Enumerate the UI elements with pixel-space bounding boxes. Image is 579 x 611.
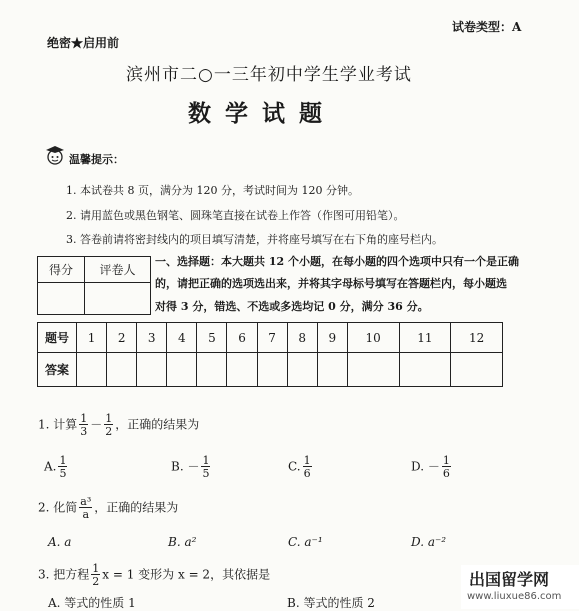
question-number-header: 题号 (38, 323, 77, 353)
q1-c-den: 6 (303, 467, 311, 480)
q1-option-c (288, 455, 314, 479)
grader-cell (85, 283, 151, 315)
q1-minus: － (90, 417, 103, 432)
answer-cell (317, 353, 347, 387)
notice-heading: 温馨提示： (69, 153, 124, 166)
grader-label: 评卷人 (85, 257, 151, 283)
q3-prefix: 3. 把方程 (38, 567, 90, 582)
student-mascot-icon (44, 144, 66, 166)
question-number-cell: 10 (347, 323, 399, 353)
answer-cell (347, 353, 399, 387)
question-number-cell: 2 (107, 323, 137, 353)
q3-option-a: A. 等式的性质 1 (48, 596, 136, 610)
answer-cell (77, 353, 107, 387)
section1-line-3: 对得 3 分，错选、不选或多选均记 0 分，满分 36 分。 (155, 300, 429, 313)
question-number-cell: 6 (227, 323, 257, 353)
q1-f2-den: 2 (105, 425, 113, 438)
notice-item-1: 1. 本试卷共 8 页，满分为 120 分，考试时间为 120 分钟。 (66, 184, 359, 197)
q2-num: a³ (80, 495, 92, 508)
notice-item-2: 2. 请用蓝色或黑色钢笔、圆珠笔直接在试卷上作答（作图可用铅笔）。 (66, 209, 405, 222)
q1-a-den: 5 (59, 467, 67, 480)
q1-c-label: C. (288, 459, 301, 474)
q1-fraction-1 (79, 413, 88, 437)
q1-c-num: 1 (303, 454, 311, 467)
question-number-cell: 9 (317, 323, 347, 353)
answer-cell (399, 353, 451, 387)
q1-option-d (411, 455, 453, 479)
confidential-label: 绝密★启用前 (47, 36, 120, 50)
notice-item-3: 3. 答卷前请将密封线内的项目填写清楚，并将座号填写在右下角的座号栏内。 (66, 233, 443, 246)
paper-type-label: 试卷类型：A (452, 20, 522, 34)
q1-b-num: 1 (202, 454, 210, 467)
q2-suffix: ，正确的结果为 (94, 500, 179, 515)
watermark-title: 出国留学网 (469, 570, 550, 589)
question-number-cell: 4 (167, 323, 197, 353)
answer-header: 答案 (38, 353, 77, 387)
q1-a-label: A. (44, 459, 57, 474)
answer-cell (107, 353, 137, 387)
answer-cell (137, 353, 167, 387)
q3-num: 1 (92, 562, 100, 575)
question-number-cell: 8 (287, 323, 317, 353)
answer-table (37, 322, 503, 387)
answer-cell (227, 353, 257, 387)
q2-option-a: A. a (48, 535, 72, 549)
question-number-cell: 7 (257, 323, 287, 353)
q1-d-den: 6 (442, 467, 450, 480)
subject-title: 数 学 试 题 (188, 100, 326, 127)
q1-d-num: 1 (442, 454, 450, 467)
answer-cell (197, 353, 227, 387)
q2-option-c: C. a⁻¹ (288, 535, 323, 549)
q1-f1-num: 1 (80, 412, 88, 425)
q1-b-den: 5 (202, 467, 210, 480)
q3-mid: x = 1 变形为 x = 2，其依据是 (102, 567, 271, 582)
q1-suffix: ，正确的结果为 (115, 417, 200, 432)
q1-b-label: B. － (171, 459, 200, 474)
question-number-cell: 1 (77, 323, 107, 353)
q1-f1-den: 3 (80, 425, 88, 438)
q1-d-label: D. － (411, 459, 440, 474)
site-watermark (461, 565, 579, 609)
exam-title: 滨州市二○一三年初中学生学业考试 (126, 65, 412, 85)
question-number-cell: 12 (451, 323, 503, 353)
score-box (37, 256, 151, 315)
question-number-cell: 3 (137, 323, 167, 353)
answer-cell (257, 353, 287, 387)
section1-line-1: 一、选择题：本大题共 12 个小题，在每小题的四个选项中只有一个是正确 (155, 255, 519, 268)
section1-line-2: 的，请把正确的选项选出来，并将其字母标号填写在答题栏内，每小题选 (155, 277, 507, 290)
answer-cell (167, 353, 197, 387)
q3-den: 2 (92, 575, 100, 588)
question-number-cell: 11 (399, 323, 451, 353)
q2-den: a (82, 508, 90, 521)
q1-a-num: 1 (59, 454, 67, 467)
watermark-url: www.liuxue86.com (467, 591, 562, 602)
q2-option-d: D. a⁻² (411, 535, 447, 549)
question-2-stem (38, 496, 178, 520)
q1-f2-num: 1 (105, 412, 113, 425)
q3-option-b: B. 等式的性质 2 (287, 596, 375, 610)
score-cell (38, 283, 85, 315)
q2-prefix: 2. 化简 (38, 500, 78, 515)
q2-option-b: B. a² (168, 535, 197, 549)
q1-option-b (171, 455, 212, 479)
question-1-stem (38, 413, 199, 437)
answer-cell (451, 353, 503, 387)
q1-fraction-2 (104, 413, 113, 437)
question-3-stem (38, 563, 270, 587)
answer-cell (287, 353, 317, 387)
score-label: 得分 (38, 257, 85, 283)
question-number-cell: 5 (197, 323, 227, 353)
q1-option-a (44, 455, 69, 479)
q1-prefix: 1. 计算 (38, 417, 78, 432)
